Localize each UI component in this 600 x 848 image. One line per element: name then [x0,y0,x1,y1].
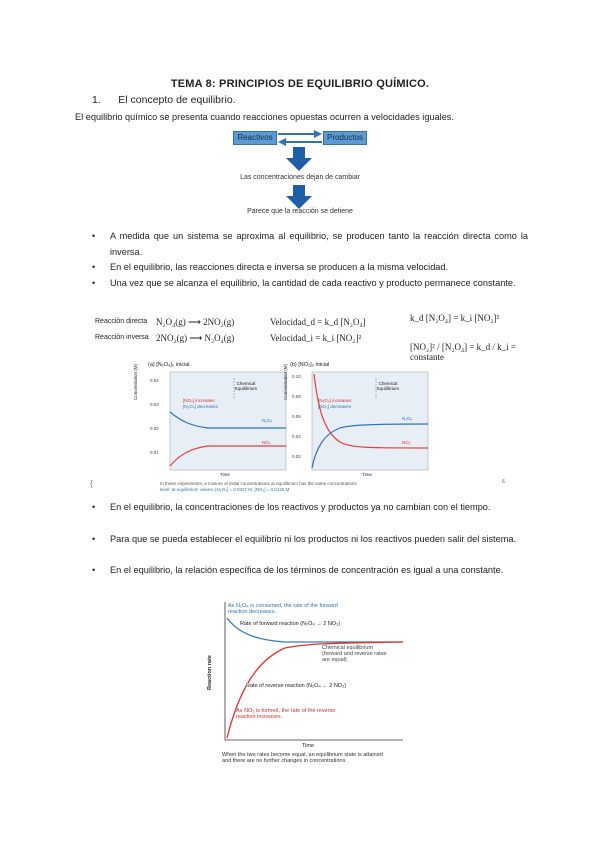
section-number: 1. [92,94,101,106]
reactivos-box: Reactivos [233,131,277,145]
rate-xlabel: Time [302,743,315,749]
graph-b-ytick: 0.02 [292,454,301,459]
rate-ylabel: Reaction rate [207,655,213,690]
flow-step1: Las concentraciones dejan de cambiar [240,174,360,181]
graph-a-equilibrium-label: Chemical Equilibrium [234,381,258,391]
graph-b [290,368,430,480]
inverse-rate: Velocidad_i = k_i [NO₂]² [270,333,362,343]
down-arrow-icon [286,147,312,171]
graph-a-note-blue: [N₂O₄] decreases [183,404,218,409]
inverse-equation: 2NO₂(g) ⟶ N₂O₄(g) [156,333,235,343]
graph-a-xlabel: Time [220,472,230,477]
graph-b-equilibrium-label: Chemical Equilibrium [376,381,400,391]
rate-note-bottom: As NO₂ is formed, the rate of the reverse reaction increases. [236,708,336,720]
graph-a-ylabel: Concentration (M) [133,363,138,400]
flow-step2: Parece que la reacción se detiene [247,208,353,215]
constant-ratio: [NO₂]² / [N₂O₄] = k_d / k_i = constante [410,342,517,362]
bullet-item: • Para que se pueda establecer el equilibrio ni los productos ni los reactivos pueden salir del sistema. [92,534,517,544]
graph-a-title: (a) [N₂O₄]₀ inicial [148,362,190,368]
rate-equilibrium-label: Chemical equilibrium (forward and reverse rates are equal) [322,645,387,663]
graph-a-ytick: 0.04 [150,378,159,383]
graph-b-note-blue: [NO₂] decreases [318,404,352,409]
graph-a-note-red: [NO₂] increases [183,398,215,403]
productos-box: Productos [323,131,367,145]
page-marker: 6 [502,479,505,485]
graph-a-ytick: 0.02 [150,426,159,431]
section-heading [92,94,236,106]
graph-b-xlabel: Time [362,472,372,477]
rate-reverse-label: Rate of reverse reaction (N₂O₄ ← 2 NO₂) [246,683,347,689]
inverse-label: Reacción inversa [95,334,149,341]
direct-equation: N₂O₄(g) ⟶ 2NO₂(g) [156,317,235,327]
graph-b-title: (b) [NO₂]₀ inicial [290,362,330,368]
rate-note-top: As N₂O₄ is consumed, the rate of the forward reaction decreases. [228,603,338,615]
graphs-caption: In these experiments, a mixture of initial concentrations at equilibrium has the same concentrations [160,481,357,486]
graph-a-ytick: 0.03 [150,402,159,407]
direct-label: Reacción directa [95,318,148,325]
rate-forward-label: Rate of forward reaction (N₂O₄ → 2 NO₂) [240,621,341,627]
rate-caption: When the two rates become equal, an equilibrium state is attained and there are no further changes in concentrations. [222,752,383,764]
graph-b-note-red: [N₂O₄] increases [318,398,352,403]
down-arrow-icon [286,185,312,209]
bracket-mark: { [90,479,93,488]
graph-a-series-blue: N₂O₄ [262,418,273,423]
graph-b-ytick: 0.04 [292,434,301,439]
bullet-item: • En el equilibrio, la concentraciones de los reactivos y productos ya no cambian con el tiempo. [92,502,491,512]
graph-b-series-blue: N₂O₄ [402,416,413,421]
graph-a [148,368,288,480]
graph-a-ytick: 0.01 [150,450,159,455]
direct-rate: Velocidad_d = k_d [N₂O₄] [270,317,366,327]
graph-b-ylabel: Concentration (M) [283,363,288,400]
rate-equality: k_d [N₂O₄] = k_i [NO₂]² [410,313,500,323]
section-title: El concepto de equilibrio. [118,94,236,106]
graph-b-series-red: NO₂ [402,440,411,445]
bullet-item: • En el equilibrio, la relación específica de los términos de concentración es igual a una constante. [92,565,504,575]
intro-text: El equilibrio químico se presenta cuando reacciones opuestas ocurren a velocidades iguales. [75,112,454,122]
graph-b-ytick: 0.08 [292,394,301,399]
bullet-item: • Una vez que se alcanza el equilibrio, la cantidad de cada reactivo y producto permanece constante. [92,278,516,288]
equilibrium-arrows-icon [276,128,324,148]
page-title: TEMA 8: PRINCIPIOS DE EQUILIBRIO QUÍMICO. [170,78,430,90]
graph-b-ytick: 0.10 [292,374,301,379]
bullet-item: • A medida que un sistema se aproxima al equilibrio, se producen tanto la reacción directa como la inversa. [92,231,528,257]
bullet-item: • En el equilibrio, las reacciones directa e inversa se producen a la misma velocidad. [92,262,449,272]
graph-b-ytick: 0.06 [292,414,301,419]
graphs-caption-values: level: at equilibrium values: [N₂O₄] = 0.0337 M, [NO₂] = 0.0125 M [160,487,290,492]
graph-a-series-red: NO₂ [262,440,271,445]
